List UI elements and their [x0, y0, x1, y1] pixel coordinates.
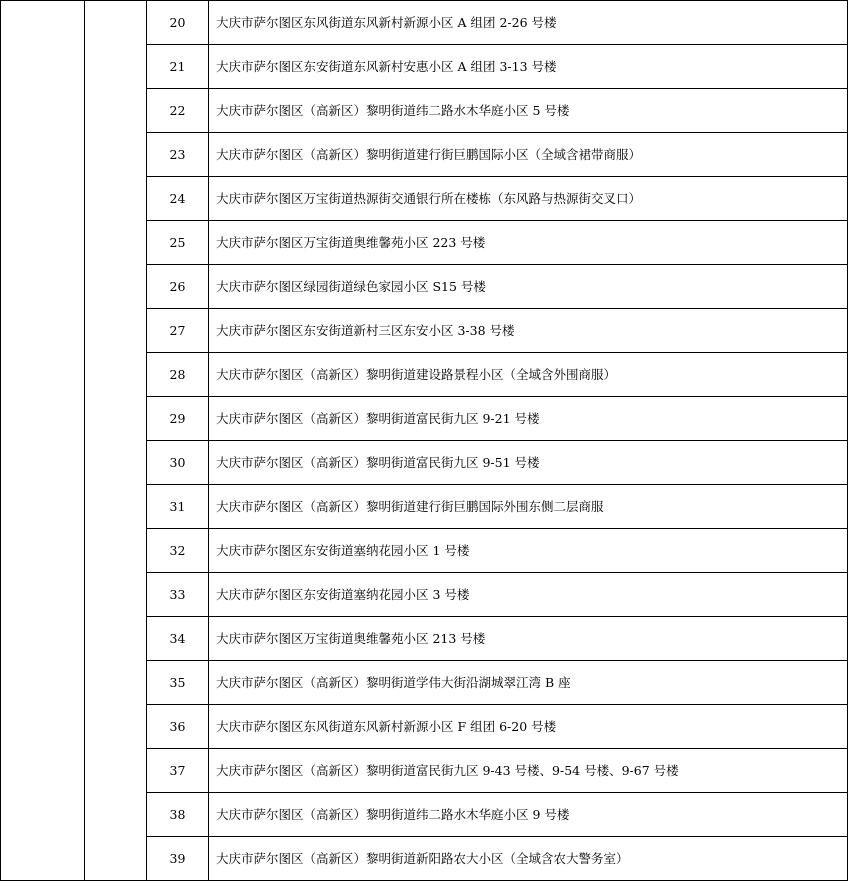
- row-number: 32: [147, 529, 209, 573]
- address-cell: 大庆市萨尔图区东风街道东风新村新源小区 F 组团 6-20 号楼: [209, 705, 848, 749]
- row-number: 34: [147, 617, 209, 661]
- row-number: 39: [147, 837, 209, 881]
- address-cell: 大庆市萨尔图区万宝街道奥维馨苑小区 223 号楼: [209, 221, 848, 265]
- address-cell: 大庆市萨尔图区东安街道东风新村安惠小区 A 组团 3-13 号楼: [209, 45, 848, 89]
- row-number: 21: [147, 45, 209, 89]
- row-number: 25: [147, 221, 209, 265]
- row-number: 26: [147, 265, 209, 309]
- row-number: 28: [147, 353, 209, 397]
- address-cell: 大庆市萨尔图区万宝街道奥维馨苑小区 213 号楼: [209, 617, 848, 661]
- row-number: 30: [147, 441, 209, 485]
- row-number: 36: [147, 705, 209, 749]
- row-number: 23: [147, 133, 209, 177]
- address-cell: 大庆市萨尔图区（高新区）黎明街道纬二路水木华庭小区 5 号楼: [209, 89, 848, 133]
- row-number: 29: [147, 397, 209, 441]
- table-body: [1, 1, 848, 881]
- address-cell: 大庆市萨尔图区（高新区）黎明街道建行街巨鹏国际小区（全域含裙带商服）: [209, 133, 848, 177]
- address-cell: 大庆市萨尔图区东安街道塞纳花园小区 3 号楼: [209, 573, 848, 617]
- merged-cell-subcategory: [85, 1, 147, 881]
- address-cell: 大庆市萨尔图区绿园街道绿色家园小区 S15 号楼: [209, 265, 848, 309]
- address-cell: 大庆市萨尔图区（高新区）黎明街道新阳路农大小区（全域含农大警务室）: [209, 837, 848, 881]
- row-number: 20: [147, 1, 209, 45]
- row-number: 35: [147, 661, 209, 705]
- address-cell: 大庆市萨尔图区（高新区）黎明街道富民街九区 9-51 号楼: [209, 441, 848, 485]
- address-cell: 大庆市萨尔图区万宝街道热源街交通银行所在楼栋（东风路与热源街交叉口）: [209, 177, 848, 221]
- address-cell: 大庆市萨尔图区东风街道东风新村新源小区 A 组团 2-26 号楼: [209, 1, 848, 45]
- row-number: 24: [147, 177, 209, 221]
- row-number: 37: [147, 749, 209, 793]
- table-row: [1, 1, 848, 45]
- address-cell: 大庆市萨尔图区（高新区）黎明街道学伟大街沿湖城翠江湾 B 座: [209, 661, 848, 705]
- row-number: 27: [147, 309, 209, 353]
- row-number: 33: [147, 573, 209, 617]
- row-number: 38: [147, 793, 209, 837]
- address-cell: 大庆市萨尔图区（高新区）黎明街道富民街九区 9-21 号楼: [209, 397, 848, 441]
- row-number: 22: [147, 89, 209, 133]
- address-cell: 大庆市萨尔图区（高新区）黎明街道建设路景程小区（全域含外围商服）: [209, 353, 848, 397]
- merged-cell-category: [1, 1, 85, 881]
- address-cell: 大庆市萨尔图区（高新区）黎明街道富民街九区 9-43 号楼、9-54 号楼、9-67 号楼: [209, 749, 848, 793]
- address-cell: 大庆市萨尔图区（高新区）黎明街道建行街巨鹏国际外围东侧二层商服: [209, 485, 848, 529]
- address-cell: 大庆市萨尔图区东安街道塞纳花园小区 1 号楼: [209, 529, 848, 573]
- address-cell: 大庆市萨尔图区东安街道新村三区东安小区 3-38 号楼: [209, 309, 848, 353]
- row-number: 31: [147, 485, 209, 529]
- address-cell: 大庆市萨尔图区（高新区）黎明街道纬二路水木华庭小区 9 号楼: [209, 793, 848, 837]
